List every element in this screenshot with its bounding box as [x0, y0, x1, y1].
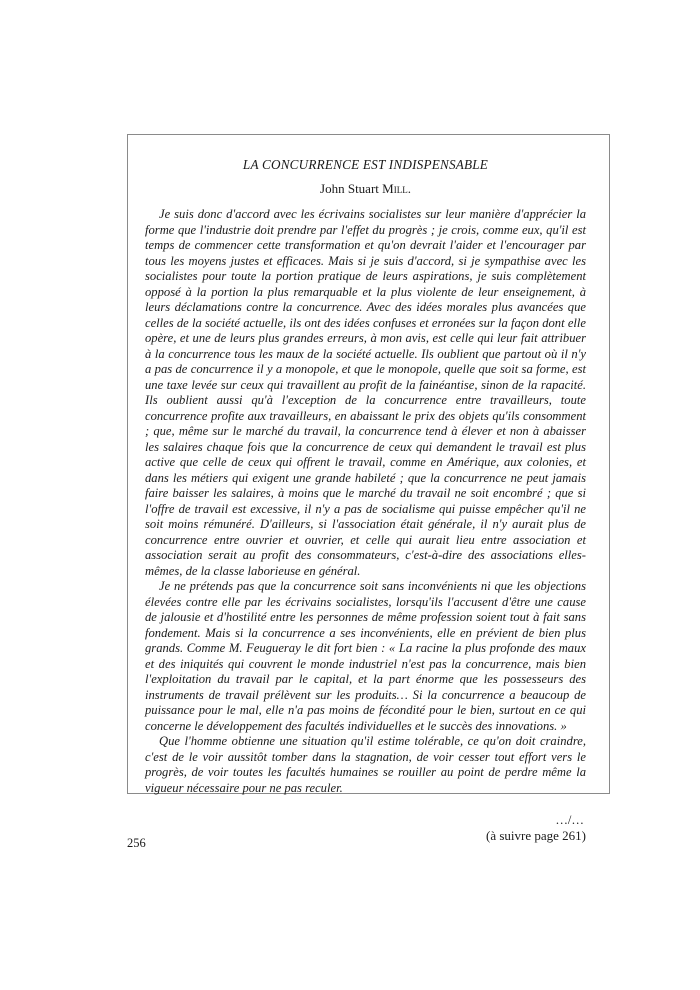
page-number: 256 — [127, 836, 146, 850]
article-box — [145, 157, 586, 844]
continuation-ellipsis: …/… — [555, 813, 584, 827]
paragraph: Je suis donc d'accord avec les écrivains socialistes sur leur manière d'apprécier la forme que l'industrie doit prendre par l'effet du progrès ; je crois, comme eux, qu'il est temps de commencer cette transformation et qu'on devrait l'aider et l'encourager par tous les moyens justes et efficaces. Mais si je suis d'accord, si je sympathise avec les socialistes pour toute la portion pratique de leurs aspirations, je suis complètement opposé à la portion la plus remarquable et la plus violente de leur enseignement, à leurs déclamations contre la concurrence. Avec des idées morales plus avancées que celles de la société actuelle, ils ont des idées confuses et erronées sur la façon dont elle opère, et une de leurs plus grandes erreurs, à mon avis, est celle qui leur fait attribuer à la concurrence tous les maux de la société actuelle. Ils oublient que partout où il n'y a pas de concurrence il y a monopole, et que le monopole, quelle que soit sa forme, est une taxe levée sur ceux qui travaillent au profit de la fainéantise, sinon de la rapacité. Ils oublient aussi qu'à l'exception de la concurrence entre travailleurs, toute concurrence profite aux travailleurs, en abaissant le prix des objets qu'ils consomment ; que, même sur le marché du travail, la concurrence tend à élever et non à abaisser les salaires chaque fois que la concurrence de ceux qui demandent le travail est plus active que celle de ceux qui offrent le travail, comme en Amérique, aux colonies, et dans les métiers qui exigent une grande habileté ; que la concurrence ne peut jamais faire baisser les salaires, à moins que le marché du travail ne soit encombré ; que si l'offre de travail est excessive, il n'y a pas de socialisme qui puisse empêcher qu'il ne soit moins rémunéré. D'ailleurs, si l'association était générale, il n'y aurait plus de concurrence entre ouvrier et ouvrier, et celle qui aurait lieu entre association et association serait au profit des consommateurs, c'est-à-dire des associations elles-mêmes, de la classe laborieuse en général. — [145, 207, 586, 578]
article-author — [145, 181, 586, 197]
continuation-note: (à suivre page 261) — [486, 828, 586, 843]
article-title: LA CONCURRENCE EST INDISPENSABLE — [242, 157, 489, 172]
paragraph: Que l'homme obtienne une situation qu'il estime tolérable, ce qu'on doit craindre, c'est de le voir aussitôt tomber dans la stagnation, de voir cesser tout effort vers le progrès, de voir toutes les facultés humaines se rouiller au point de perdre même la vigueur nécessaire pour ne pas reculer. — [145, 734, 586, 795]
author-last-name: Mill. — [382, 181, 411, 196]
paragraph: Je ne prétends pas que la concurrence soit sans inconvénients ni que les objections élevées contre elle par les écrivains socialistes, lorsqu'ils l'accusent d'être une cause de jalousie et d'hostilité entre les personnes de même profession soient tout à fait sans fondement. Mais si la concurrence a ses inconvénients, elle en prévient de bien plus grands. Comme M. Feugueray le dit fort bien : « La racine la plus profonde des maux et des iniquités qui couvrent le monde industriel n'est pas la concurrence, mais bien l'exploitation du travail par le capital, et la part énorme que les possesseurs des instruments de travail prélèvent sur les produits… Si la concurrence a beaucoup de puissance pour le mal, elle n'a pas moins de fécondité pour le bien, surtout en ce qui concerne le développement des facultés individuelles et le succès des innovations. » — [145, 579, 586, 733]
author-first-name: John Stuart — [320, 181, 379, 196]
